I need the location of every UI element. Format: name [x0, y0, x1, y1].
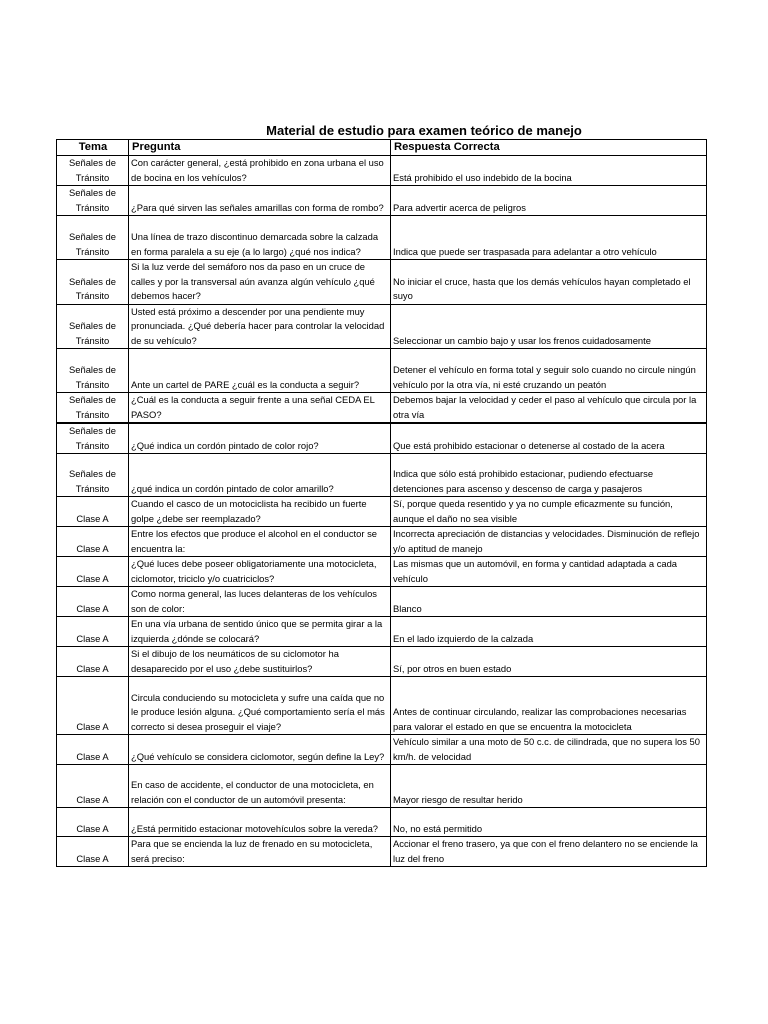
cell-pregunta: ¿Está permitido estacionar motovehículos sobre la vereda?: [129, 808, 391, 837]
cell-tema: Señales de Tránsito: [57, 454, 129, 497]
cell-pregunta: Una línea de trazo discontinuo demarcada sobre la calzada en forma paralela a su eje (a lo largo) ¿qué nos indica?: [129, 216, 391, 260]
cell-pregunta: ¿Cuál es la conducta a seguir frente a una señal CEDA EL PASO?: [129, 393, 391, 424]
cell-pregunta: Entre los efectos que produce el alcohol en el conductor se encuentra la:: [129, 527, 391, 557]
table-row: [57, 808, 707, 837]
cell-respuesta: Está prohibido el uso indebido de la bocina: [391, 156, 707, 186]
cell-tema: Clase A: [57, 587, 129, 617]
cell-respuesta: Antes de continuar circulando, realizar las comprobaciones necesarias para valorar el estado en que se encuentra la motocicleta: [391, 677, 707, 735]
cell-respuesta: No iniciar el cruce, hasta que los demás vehículos hayan completado el suyo: [391, 260, 707, 305]
cell-pregunta: Circula conduciendo su motocicleta y sufre una caída que no le produce lesión alguna. ¿Qué comportamiento sería el más correcto si desea proseguir el viaje?: [129, 677, 391, 735]
table-row: [57, 349, 707, 393]
cell-respuesta: Sí, porque queda resentido y ya no cumple eficazmente su función, aunque el daño no sea visible: [391, 497, 707, 527]
cell-tema: Clase A: [57, 557, 129, 587]
cell-respuesta: Incorrecta apreciación de distancias y velocidades. Disminución de reflejo y/o aptitud de manejo: [391, 527, 707, 557]
table-row: [57, 304, 707, 349]
cell-tema: Clase A: [57, 527, 129, 557]
cell-pregunta: En una vía urbana de sentido único que se permita girar a la izquierda ¿dónde se colocará?: [129, 617, 391, 647]
cell-tema: Clase A: [57, 765, 129, 808]
cell-respuesta: Debemos bajar la velocidad y ceder el paso al vehículo que circula por la otra vía: [391, 393, 707, 424]
cell-respuesta: Las mismas que un automóvil, en forma y cantidad adaptada a cada vehículo: [391, 557, 707, 587]
cell-respuesta: Blanco: [391, 587, 707, 617]
cell-pregunta: En caso de accidente, el conductor de una motocicleta, en relación con el conductor de un automóvil presenta:: [129, 765, 391, 808]
table-row: [57, 186, 707, 216]
cell-respuesta: Seleccionar un cambio bajo y usar los frenos cuidadosamente: [391, 304, 707, 349]
table-row: [57, 557, 707, 587]
cell-tema: Señales de Tránsito: [57, 349, 129, 393]
cell-respuesta: Indica que sólo está prohibido estacionar, pudiendo efectuarse detenciones para ascenso y descenso de carga y pasajeros: [391, 454, 707, 497]
cell-pregunta: ¿Para qué sirven las señales amarillas con forma de rombo?: [129, 186, 391, 216]
cell-respuesta: En el lado izquierdo de la calzada: [391, 617, 707, 647]
cell-respuesta: Para advertir acerca de peligros: [391, 186, 707, 216]
table-row: [57, 735, 707, 765]
table-row: [57, 617, 707, 647]
header-tema: Tema: [57, 140, 129, 156]
cell-respuesta: Vehículo similar a una moto de 50 c.c. de cilindrada, que no supera los 50 km/h. de velocidad: [391, 735, 707, 765]
cell-tema: Señales de Tránsito: [57, 423, 129, 454]
table-row: [57, 837, 707, 867]
table-row: [57, 393, 707, 424]
cell-tema: Clase A: [57, 617, 129, 647]
cell-respuesta: Indica que puede ser traspasada para adelantar a otro vehículo: [391, 216, 707, 260]
cell-pregunta: Si la luz verde del semáforo nos da paso en un cruce de calles y por la transversal aún avanza algún vehículo ¿qué debemos hacer?: [129, 260, 391, 305]
header-respuesta: Respuesta Correcta: [391, 140, 707, 156]
cell-tema: Señales de Tránsito: [57, 186, 129, 216]
cell-tema: Clase A: [57, 735, 129, 765]
cell-pregunta: Cuando el casco de un motociclista ha recibido un fuerte golpe ¿debe ser reemplazado?: [129, 497, 391, 527]
cell-tema: Clase A: [57, 497, 129, 527]
table-row: [57, 677, 707, 735]
cell-respuesta: Accionar el freno trasero, ya que con el freno delantero no se enciende la luz del freno: [391, 837, 707, 867]
table-row: [57, 260, 707, 305]
cell-tema: Señales de Tránsito: [57, 260, 129, 305]
cell-tema: Señales de Tránsito: [57, 304, 129, 349]
cell-tema: Señales de Tránsito: [57, 216, 129, 260]
cell-pregunta: Como norma general, las luces delanteras de los vehículos son de color:: [129, 587, 391, 617]
header-row: [57, 140, 707, 156]
study-table: [56, 139, 707, 867]
cell-tema: Clase A: [57, 837, 129, 867]
cell-tema: Señales de Tránsito: [57, 393, 129, 424]
cell-tema: Clase A: [57, 677, 129, 735]
cell-tema: Clase A: [57, 808, 129, 837]
table-row: [57, 587, 707, 617]
page-title: Material de estudio para examen teórico de manejo: [266, 123, 582, 138]
cell-pregunta: ¿qué indica un cordón pintado de color amarillo?: [129, 454, 391, 497]
cell-respuesta: Sí, por otros en buen estado: [391, 647, 707, 677]
cell-pregunta: Para que se encienda la luz de frenado en su motocicleta, será preciso:: [129, 837, 391, 867]
cell-pregunta: ¿Qué vehículo se considera ciclomotor, según define la Ley?: [129, 735, 391, 765]
cell-pregunta: Usted está próximo a descender por una pendiente muy pronunciada. ¿Qué debería hacer para controlar la velocidad de su vehículo?: [129, 304, 391, 349]
cell-tema: Señales de Tránsito: [57, 156, 129, 186]
cell-pregunta: Ante un cartel de PARE ¿cuál es la conducta a seguir?: [129, 349, 391, 393]
cell-tema: Clase A: [57, 647, 129, 677]
cell-pregunta: Si el dibujo de los neumáticos de su ciclomotor ha desaparecido por el uso ¿debe sustituirlos?: [129, 647, 391, 677]
cell-respuesta: Que está prohibido estacionar o detenerse al costado de la acera: [391, 423, 707, 454]
table-row: [57, 765, 707, 808]
cell-respuesta: Detener el vehículo en forma total y seguir solo cuando no circule ningún vehículo por la otra vía, ni esté cruzando un peatón: [391, 349, 707, 393]
cell-pregunta: Con carácter general, ¿está prohibido en zona urbana el uso de bocina en los vehículos?: [129, 156, 391, 186]
table-row: [57, 647, 707, 677]
table-row: [57, 423, 707, 454]
table-row: [57, 497, 707, 527]
table-row: [57, 216, 707, 260]
table-row: [57, 454, 707, 497]
cell-pregunta: ¿Qué indica un cordón pintado de color rojo?: [129, 423, 391, 454]
table-row: [57, 156, 707, 186]
cell-respuesta: No, no está permitido: [391, 808, 707, 837]
cell-respuesta: Mayor riesgo de resultar herido: [391, 765, 707, 808]
study-sheet: [56, 123, 706, 867]
table-row: [57, 527, 707, 557]
header-pregunta: Pregunta: [129, 140, 391, 156]
cell-pregunta: ¿Qué luces debe poseer obligatoriamente una motocicleta, ciclomotor, triciclo y/o cuatriciclos?: [129, 557, 391, 587]
